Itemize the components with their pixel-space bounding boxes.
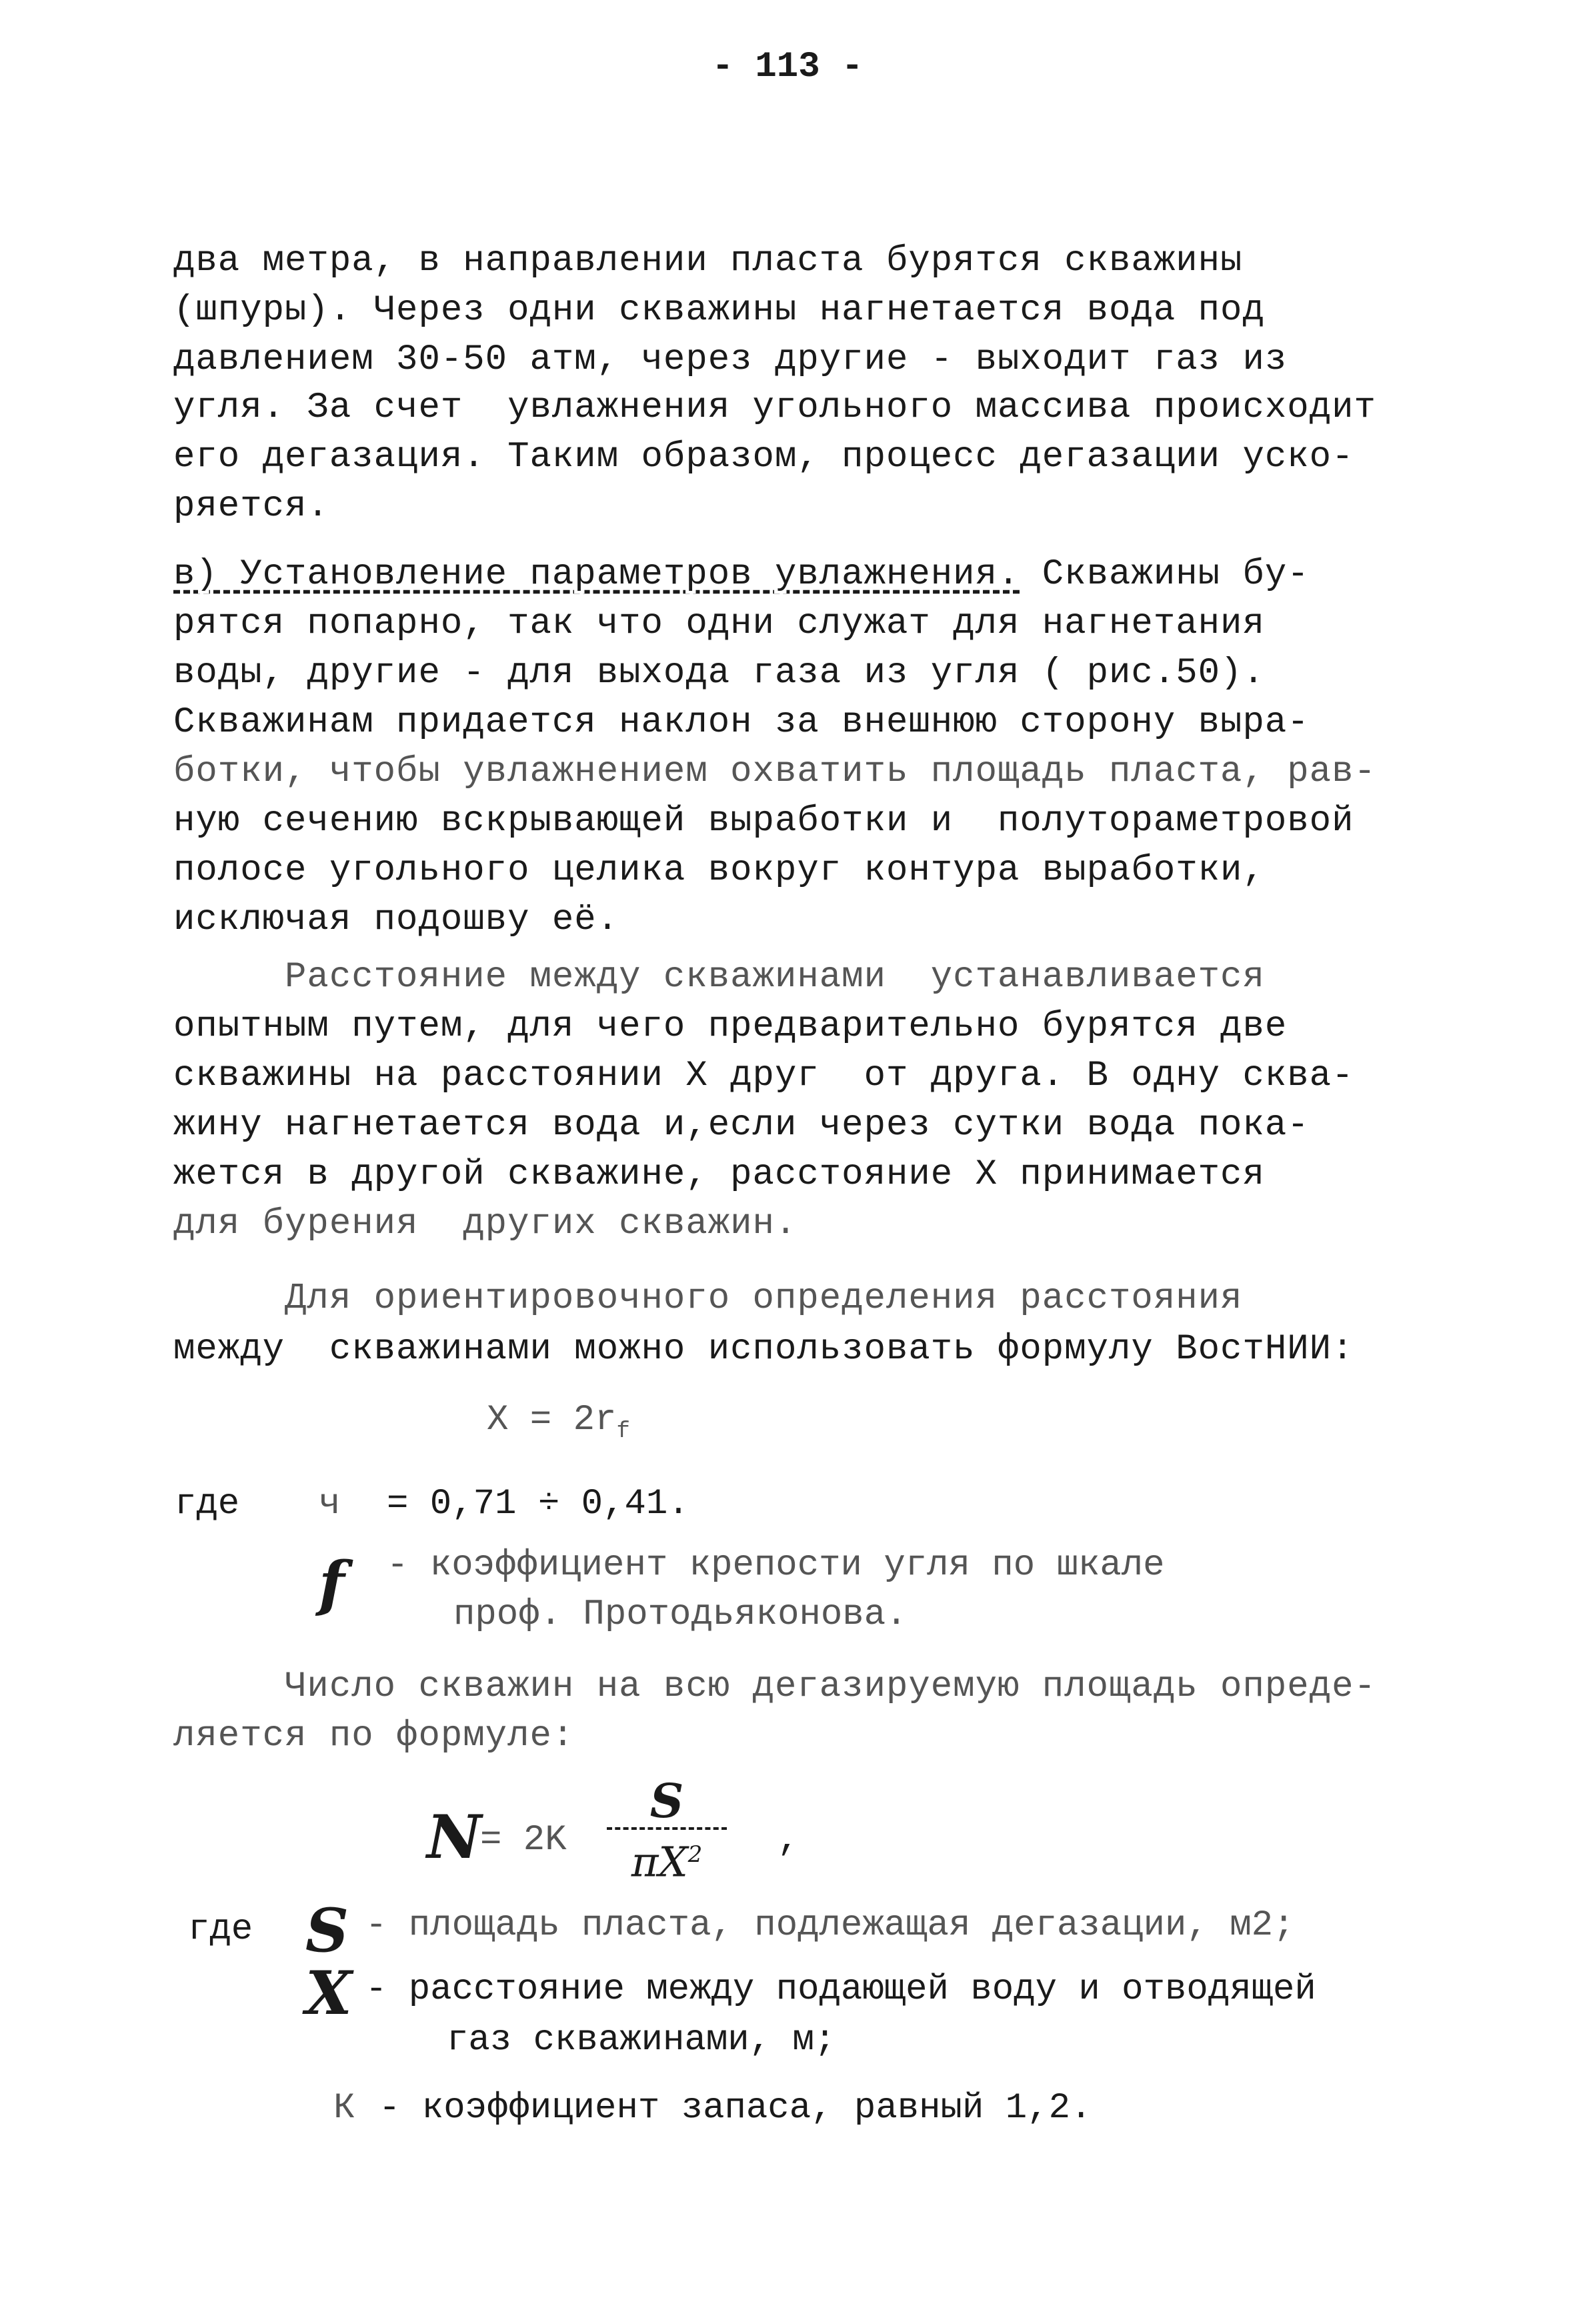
text-line: два метра, в направлении пласта бурятся скважины bbox=[173, 241, 1243, 281]
text-line: Скважинам придается наклон за внешнюю сторону выра- bbox=[173, 702, 1310, 743]
text-line: давлением 30-50 атм, через другие - выходит газ из bbox=[173, 339, 1288, 380]
formula-n-exponent: 2 bbox=[687, 1841, 703, 1868]
text-line: (шпуры). Через одни скважины нагнетается вода под bbox=[173, 290, 1265, 331]
page-number: - 113 - bbox=[711, 47, 864, 87]
k-definition: - коэффициент запаса, равный 1,2. bbox=[379, 2088, 1092, 2129]
text-line: ляется по формуле: bbox=[173, 1716, 575, 1757]
text-line: для бурения других скважин. bbox=[173, 1204, 798, 1244]
text-line: опытным путем, для чего предварительно бурятся две bbox=[173, 1006, 1288, 1047]
k-symbol: К bbox=[333, 2088, 355, 2129]
formula-n-denominator: $\pi X^2$ bbox=[631, 1837, 703, 1887]
section-heading-line bbox=[173, 555, 1310, 595]
s-symbol: S bbox=[305, 1895, 349, 1966]
formula-n-comma: , bbox=[777, 1820, 800, 1861]
text-line: жину нагнетается вода и,если через сутки вода пока- bbox=[173, 1105, 1310, 1146]
x-definition-line1: - расстояние между подающей воду и отводящей bbox=[365, 1969, 1316, 2010]
s-definition: - площадь пласта, подлежащая дегазации, м2; bbox=[365, 1905, 1295, 1946]
text-line: рятся попарно, так что одни служат для нагнетания bbox=[173, 604, 1265, 644]
text-line: ботки, чтобы увлажнением охватить площадь пласта, рав- bbox=[173, 752, 1376, 792]
text-line: его дегазация. Таким образом, процесс дегазации уско- bbox=[173, 437, 1354, 477]
text-line: между скважинами можно использовать формулу ВостНИИ: bbox=[173, 1329, 1354, 1370]
where-variable: ч bbox=[319, 1484, 341, 1524]
text-line: угля. За счет увлажнения угольного массива происходит bbox=[173, 387, 1376, 428]
text-line-rest: Скважины бу- bbox=[1020, 554, 1310, 595]
formula-n-lhs: N bbox=[427, 1802, 482, 1873]
section-heading: в) Установление параметров увлажнения. bbox=[173, 554, 1020, 595]
text-line: полосе угольного целика вокруг контура выработки, bbox=[173, 850, 1265, 891]
x-symbol: X bbox=[305, 1958, 352, 2029]
f-definition-line1: - коэффициент крепости угля по шкале bbox=[387, 1545, 1165, 1586]
f-definition-line2: проф. Протодьяконова. bbox=[453, 1594, 908, 1635]
formula-x: $X = 2r_f$ bbox=[487, 1400, 630, 1444]
where-label: где bbox=[175, 1484, 240, 1524]
formula-n-fraction bbox=[607, 1773, 727, 1887]
text-line: Для ориентировочного определения расстояния bbox=[173, 1278, 1243, 1319]
text-line: ную сечению вскрывающей выработки и полутораметровой bbox=[173, 801, 1354, 842]
formula-x-subscript: f bbox=[616, 1418, 630, 1444]
text-line: Число скважин на всю дегазируемую площадь опреде- bbox=[173, 1666, 1376, 1707]
x-definition-line2: газ скважинами, м; bbox=[447, 2020, 836, 2061]
where-label-2: где bbox=[188, 1909, 253, 1950]
text-line: воды, другие - для выхода газа из угля ( рис.50). bbox=[173, 653, 1265, 694]
text-line: Расстояние между скважинами устанавливается bbox=[173, 957, 1265, 998]
text-line: жется в другой скважине, расстояние X принимается bbox=[173, 1154, 1265, 1195]
text-line: ряется. bbox=[173, 486, 329, 527]
f-symbol: f bbox=[319, 1548, 345, 1619]
formula-n-numerator: S bbox=[649, 1773, 684, 1829]
text-line: скважины на расстоянии X друг от друга. В одну сква- bbox=[173, 1056, 1354, 1096]
where-value: = 0,71 ÷ 0,41. bbox=[387, 1484, 689, 1524]
formula-n-eq: = 2K bbox=[480, 1820, 567, 1861]
text-line: исключая подошву её. bbox=[173, 900, 619, 940]
